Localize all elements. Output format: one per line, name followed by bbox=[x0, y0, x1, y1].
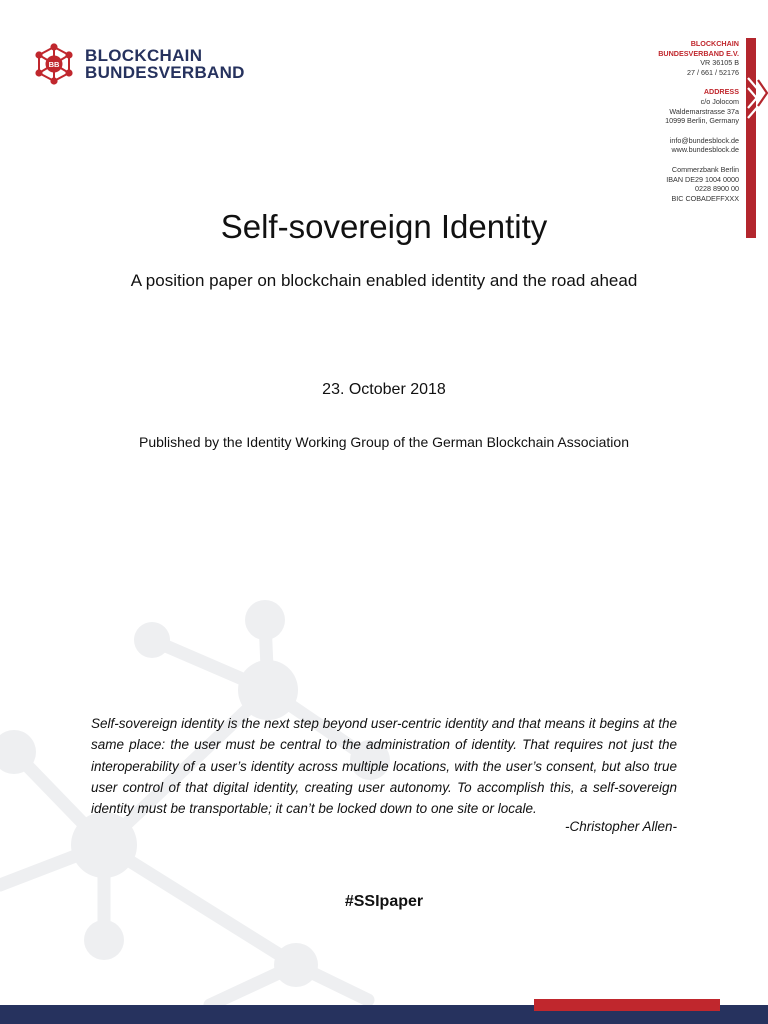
bic-code: BIC COBADEFFXXX bbox=[671, 193, 739, 203]
organization-logo bbox=[32, 42, 245, 86]
hashtag: #SSIpaper bbox=[344, 893, 424, 910]
footer-accent-bar bbox=[534, 999, 720, 1011]
register-number: VR 36105 B bbox=[700, 58, 739, 68]
publication-date: 23. October 2018 bbox=[322, 381, 446, 398]
logo-line-2: BUNDESVERBAND bbox=[85, 63, 245, 82]
logo-line-1: BLOCKCHAIN bbox=[85, 46, 203, 65]
logo-badge-text: BB bbox=[48, 60, 60, 69]
iban-line-1: IBAN DE29 1004 0000 bbox=[666, 174, 739, 184]
address-co: c/o Jolocom bbox=[700, 96, 739, 106]
document-subtitle: A position paper on blockchain enabled identity and the road ahead bbox=[130, 271, 638, 290]
epigraph-quote: Self-sovereign identity is the next step beyond user-centric identity and that means it begins at the same place: the user must be central to the administration of identity. That requires not just the interoperability of a user’s identity across multiple locations, with the user’s consent, but also true user control of that digital identity, creating user autonomy. To accomplish this, a self-sovereign identity must be transportable; it can’t be locked down to one site or locale. bbox=[91, 716, 677, 817]
iban-line-2: 0228 8900 00 bbox=[695, 184, 739, 194]
address-street: Waldemarstrasse 37a bbox=[669, 106, 739, 116]
org-name-line-1: BLOCKCHAIN bbox=[690, 39, 739, 48]
contact-email: info@bundesblock.de bbox=[669, 135, 739, 145]
quote-author: -Christopher Allen- bbox=[564, 819, 677, 834]
bank-name: Commerzbank Berlin bbox=[671, 164, 739, 174]
chevron-decoration-icon bbox=[745, 76, 768, 166]
tax-number: 27 / 661 / 52176 bbox=[687, 67, 739, 77]
publisher-line: Published by the Identity Working Group of the German Blockchain Association bbox=[138, 434, 629, 450]
org-name-line-2: BUNDESVERBAND E.V. bbox=[658, 48, 739, 58]
sender-address-block bbox=[619, 39, 739, 203]
document-title: Self-sovereign Identity bbox=[220, 208, 548, 245]
address-label: ADDRESS bbox=[703, 87, 739, 97]
address-city: 10999 Berlin, Germany bbox=[665, 116, 739, 126]
hexagon-network-logo-icon bbox=[32, 42, 76, 86]
contact-website: www.bundesblock.de bbox=[671, 145, 739, 155]
